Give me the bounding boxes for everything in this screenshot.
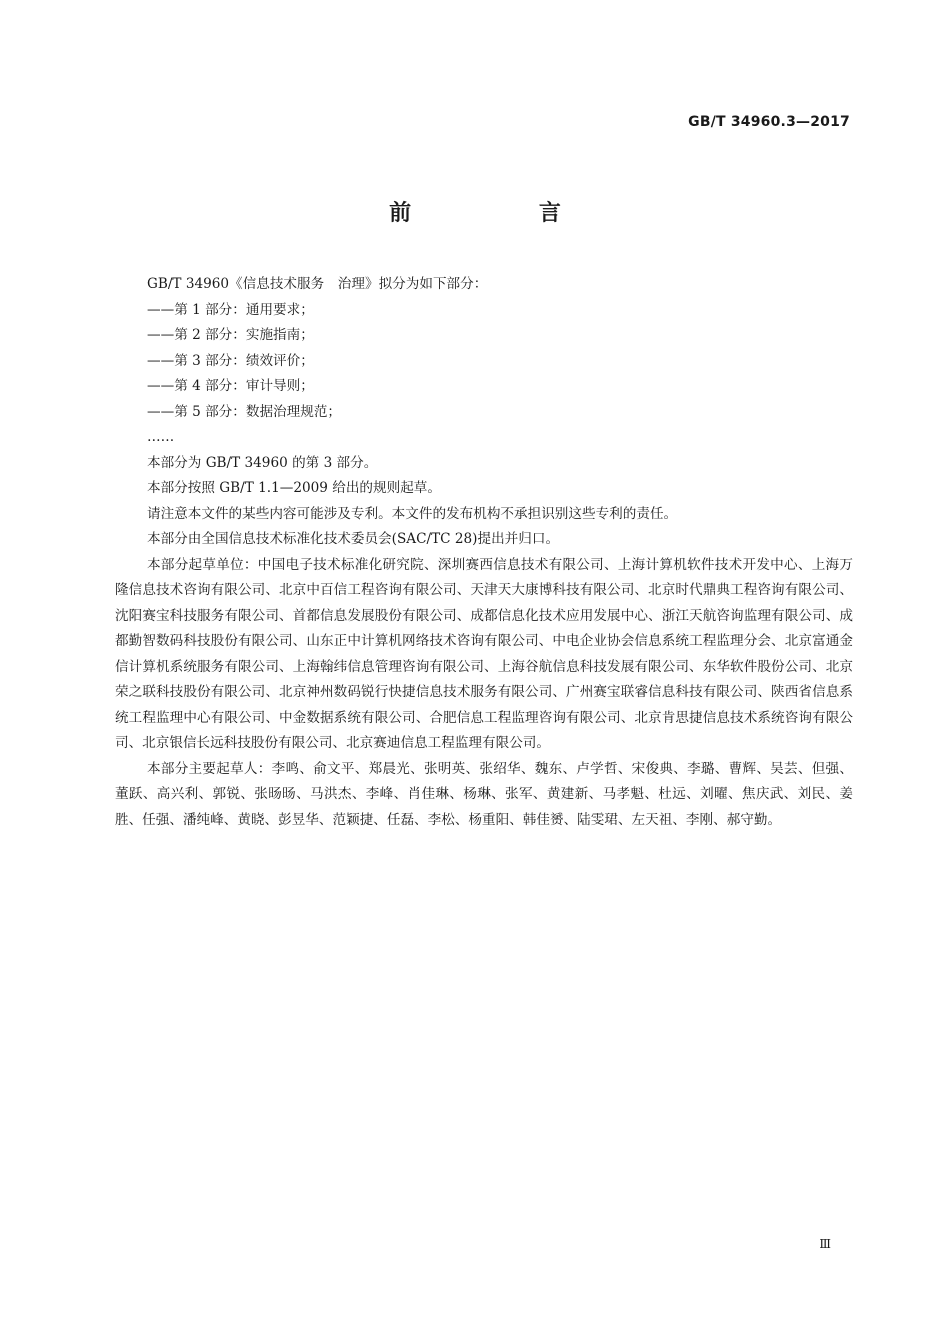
list-item: ——第 3 部分：绩效评价；: [147, 352, 314, 369]
list-item: ——第 2 部分：实施指南；: [147, 327, 314, 343]
paragraph-drafting-units: 本部分起草单位：中国电子技术标准化研究院、深圳赛西信息技术有限公司、上海计算机软件技术开发中心、上海万隆信息技术咨询有限公司、北京中百信工程咨询有限公司、天津天大康博科技有限公司、北京时代鼎典工程咨询有限公司、沈阳赛宝科技服务有限公司、首都信息发展股份有限公司、成都信息化技术应用发展中心、浙江天航咨询监理有限公司、成都勤智数码科技股份有限公司、山东正中计算机网络技术咨询有限公司、中电企业协会信息系统工程监理分会、北京富通金信计算机系统服务有限公司、上海翰纬信息管理咨询有限公司、上海谷航信息科技发展有限公司、东华软件股份公司、北京荣之联科技股份有限公司、北京神州数码锐行快捷信息技术服务有限公司、广州赛宝联睿信息科技有限公司、陕西省信息系统工程监理中心有限公司、中金数据系统有限公司、合肥信息工程监理咨询有限公司、北京肯思捷信息技术系统咨询有限公司、北京银信长远科技股份有限公司、北京赛迪信息工程监理有限公司。: [115, 556, 853, 751]
foreword-body: [115, 272, 853, 833]
list-item: ——第 4 部分：审计导则；: [147, 378, 314, 394]
paragraph-patent-notice: 请注意本文件的某些内容可能涉及专利。本文件的发布机构不承担识别这些专利的责任。: [147, 505, 678, 522]
list-item: ——第 1 部分：通用要求；: [147, 301, 314, 318]
page-number: Ⅲ: [819, 1237, 831, 1251]
paragraph-part-statement: 本部分为 GB/T 34960 的第 3 部分。: [147, 454, 378, 471]
list-item: ——第 5 部分：数据治理规范；: [147, 403, 342, 420]
intro-paragraph: GB/T 34960《信息技术服务 治理》拟分为如下部分：: [147, 276, 488, 292]
page-title: 前 言: [389, 201, 621, 226]
paragraph-proposer: 本部分由全国信息技术标准化技术委员会(SAC/TC 28)提出并归口。: [147, 531, 560, 547]
paragraph-drafting-rules: 本部分按照 GB/T 1.1—2009 给出的规则起草。: [147, 480, 441, 496]
list-item: ……: [147, 429, 175, 445]
paragraph-drafters: 本部分主要起草人：李鸣、俞文平、郑晨光、张明英、张绍华、魏东、卢学哲、宋俊典、李璐、曹辉、吴芸、但强、董跃、高兴利、郭锐、张旸旸、马洪杰、李峰、肖佳琳、杨琳、张军、黄建新、马孝魁、杜远、刘曜、焦庆武、刘民、姜胜、任强、潘纯峰、黄晓、彭昱华、范颖捷、任磊、李松、杨重阳、韩佳赟、陆雯珺、左天祖、李刚、郝守勤。: [115, 760, 853, 828]
standard-code: GB/T 34960.3—2017: [688, 114, 850, 130]
